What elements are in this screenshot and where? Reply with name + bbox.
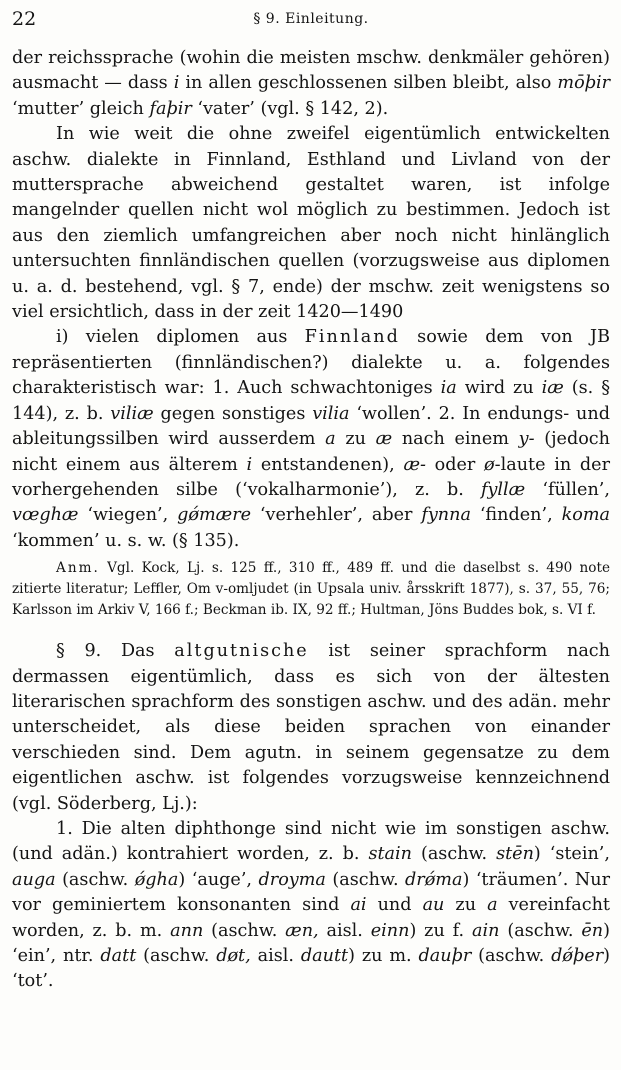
italic-term: mōþir [557,73,610,94]
italic-term: æn, [285,920,319,941]
italic-term: stēn [496,844,534,865]
italic-term: vilia [312,403,350,424]
spaced-term: altgutnische [174,641,309,662]
page-number: 22 [12,8,37,30]
italic-term: droyma [258,869,326,890]
note-anm: Anm. Vgl. Kock, Lj. s. 125 ff., 310 ff., 489 ff. und die daselbst s. 490 note zitierte literatur; Leffler, Om v-omljudet (in Upsala univ. årsskrift 1877), s. 37, 55, 76; Karlsson im Arkiv V, 166 f.; Beckman ib. IX, 92 ff.; Hultman, Jöns Buddes bok, s. VI f. [12,560,610,619]
italic-term: viliæ [110,403,154,424]
italic-term: i [246,454,253,475]
italic-term: ain [472,920,500,941]
paragraph-finnland-dialects: In wie weit die ohne zweifel eigentümlich entwickelten aschw. dialekte in Finnland, Esthland und Livland von der muttersprache abweichend gestaltet waren, ist infolge mangelnder quellen nicht wol möglich zu bestimmen. Jedoch ist aus den ziemlich umfangreichen aber noch nicht hinlänglich untersuchten finnländischen quellen (vorzugsweise aus diplomen u. a. d. bestehend, vgl. § 7, ende) der mschw. zeit wenigstens so viel ersichtlich, dass in der zeit 1420—1490 [12,124,610,323]
italic-term: ēn [581,920,604,941]
italic-term: a [487,895,498,916]
italic-term: døt, [216,946,251,966]
italic-term: ǿgha [134,869,179,890]
italic-term: ann [170,920,204,941]
italic-term: drǿma [405,869,463,890]
italic-term: ai [350,895,367,916]
section-9-paragraph: § 9. Das altgutnische ist seiner sprachform nach dermassen eigentümlich, dass es sich von der ältesten literarischen sprachform des sonstigen aschw. und des adän. mehr unterscheidet, als diese beiden sprachen von einander verschieden sind. Dem agutn. in seinem gegensatze zu dem eigentlichen aschw. ist folgendes vorzugsweise kennzeichnend (vgl. Söderberg, Lj.): [12,641,610,814]
italic-term: ø [484,454,495,475]
italic-term: au [422,895,445,916]
paragraph-continuation: der reichssprache (wohin die meisten mschw. denkmäler gehören) ausmacht — dass i in allen geschlossenen silben bleibt, also mōþir ‘mutter’ gleich faþir ‘vater’ (vgl. § 142, 2). [12,48,610,119]
italic-term: a [325,429,336,450]
italic-term: koma [561,505,610,526]
page [12,6,610,995]
italic-term: dauþr [418,946,472,966]
italic-term: dautt [300,946,349,966]
paragraph-diphthongs: 1. Die alten diphthonge sind nicht wie im sonstigen aschw. (und adän.) kontrahiert worden, z. b. stain (aschw. stēn) ‘stein’, auga (aschw. ǿgha) ‘auge’, droyma (aschw. drǿma) ‘träumen’. Nur vor geminiertem konsonanten sind ai und au zu a vereinfacht worden, z. b. m. ann (aschw. æn, aisl. einn) zu f. ain (aschw. ēn) ‘ein’, ntr. datt (aschw. døt, aisl. dautt) zu m. dauþr (aschw. dǿþer) ‘tot’. [12,818,610,992]
italic-term: i [173,73,180,94]
paragraph-finnland-features: i) vielen diplomen aus Finnland sowie dem von JB repräsentierten (finnländischen?) dialekte u. a. folgendes charakteristisch war: 1. Auch schwachtoniges ia wird zu iæ (s. § 144), z. b. viliæ gegen sonstiges vilia ‘wollen’. 2. In endungs- und ableitungssilben wird ausserdem a zu æ nach einem y- (jedoch nicht einem aus älterem i entstandenen), æ- oder ø-laute in der vorhergehenden silbe (‘vokalharmonie’), z. b. fyllæ ‘füllen’, vœghæ ‘wiegen’, gǿmære ‘verhehler’, aber fynna ‘finden’, koma ‘kommen’ u. s. w. (§ 135). [12,327,610,551]
italic-term: æ [375,429,393,450]
italic-term: dǿþer [551,946,604,966]
spaced-term: Finnland [304,327,400,348]
page-header [12,6,610,36]
italic-term: vœghæ [12,505,79,526]
italic-term: æ- [403,454,426,475]
running-head: § 9. Einleitung. [253,11,369,27]
italic-term: y- [518,429,535,450]
italic-term: fyllæ [480,479,526,500]
italic-term: iæ [541,378,564,399]
italic-term: stain [368,844,412,865]
italic-term: faþir [149,98,192,119]
spaced-term: Anm. [56,560,100,577]
italic-term: fynna [421,505,471,526]
italic-term: einn [370,920,410,941]
italic-term: datt [100,946,137,966]
italic-term: gǿmære [177,505,252,526]
italic-term: auga [12,869,56,890]
italic-term: ia [440,378,457,399]
